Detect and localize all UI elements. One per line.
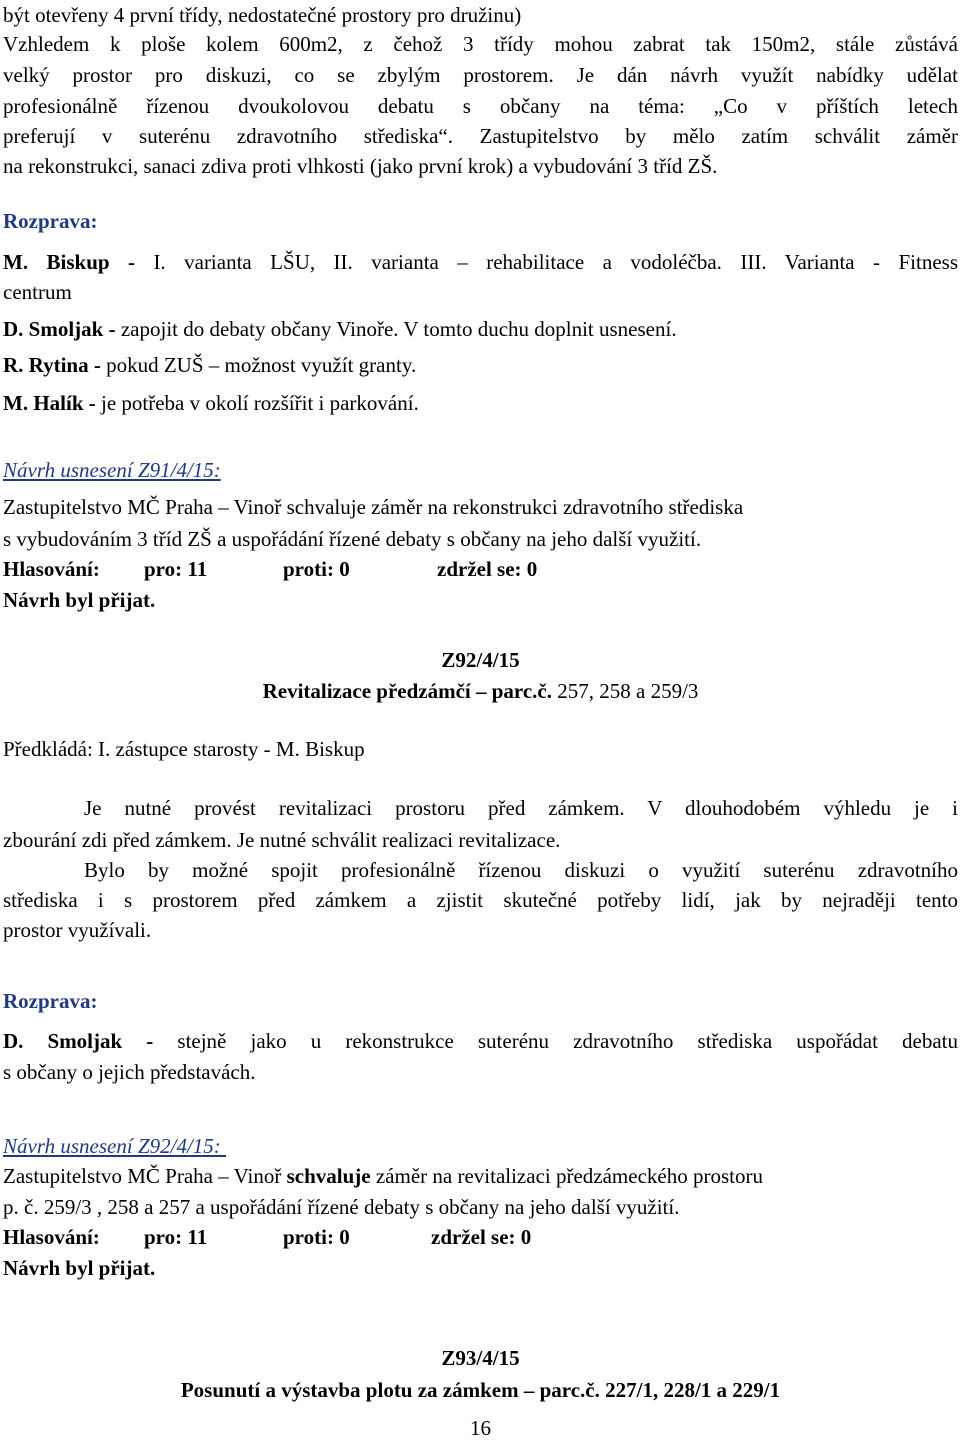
debate-remark-smoljak xyxy=(3,314,677,344)
vote-for: pro: 11 xyxy=(144,1225,208,1249)
resolution-text-line-2: p. č. 259/3 , 258 a 257 a uspořádání řízené debaty s občany na jeho další využití. xyxy=(3,1195,680,1219)
intro-line-4: profesionálně řízenou dvoukolovou debatu s občany na téma: „Co v příštích letech xyxy=(3,94,958,118)
remark-text: je potřeba v okolí rozšířit i parkování. xyxy=(95,391,419,415)
intro-line-5: preferují v suterénu zdravotního střediska“. Zastupitelstvo by mělo zatím schválit záměr xyxy=(3,124,958,148)
vote-line xyxy=(3,1222,532,1252)
debate-heading: Rozprava: xyxy=(3,989,98,1013)
debate-remark-continuation: centrum xyxy=(3,280,72,304)
vote-label: Hlasování: xyxy=(3,1225,100,1249)
intro-line-3: velký prostor pro diskuzi, co se zbylým prostorem. Je dán návrh využít nabídky udělat xyxy=(3,63,958,87)
vote-abstain: zdržel se: 0 xyxy=(431,1225,532,1249)
intro-line-6: na rekonstrukci, sanaci zdiva proti vlhkosti (jako první krok) a vybudování 3 tříd ZŠ. xyxy=(3,154,718,178)
resolution-title: Návrh usnesení Z91/4/15: xyxy=(3,458,221,482)
remark-text: zapojit do debaty občany Vinoře. V tomto duchu doplnit usnesení. xyxy=(115,317,677,341)
paragraph2-line-2: střediska i s prostorem před zámkem a zjistit skutečné potřeby lidí, jak by nejraději tento xyxy=(3,888,958,912)
debate-remark-biskup xyxy=(3,247,958,277)
vote-line xyxy=(3,554,538,584)
presenter-line: Předkládá: I. zástupce starosty - M. Biskup xyxy=(3,737,365,761)
resolution-verb: schvaluje xyxy=(286,1164,371,1188)
intro-line-1: být otevřeny 4 první třídy, nedostatečné prostory pro družinu) xyxy=(3,3,522,27)
speaker-name: D. Smoljak - xyxy=(3,317,116,341)
section-title xyxy=(3,676,958,706)
vote-abstain: zdržel se: 0 xyxy=(437,557,538,581)
page-number: 16 xyxy=(470,1416,491,1440)
paragraph1-line-2: zbourání zdi před zámkem. Je nutné schválit realizaci revitalizace. xyxy=(3,828,561,852)
speaker-name: M. Biskup - xyxy=(3,250,135,274)
remark-text: I. varianta LŠU, II. varianta – rehabilitace a vodoléčba. III. Varianta - Fitness xyxy=(135,250,958,274)
vote-label: Hlasování: xyxy=(3,557,100,581)
remark-text: pokud ZUŠ – možnost využít granty. xyxy=(100,353,417,377)
resolution-text-line-2: s vybudováním 3 tříd ZŠ a uspořádání řízené debaty s občany na jeho další využití. xyxy=(3,527,702,551)
debate-remark-smoljak xyxy=(3,1026,958,1056)
section-title-rest: 257, 258 a 259/3 xyxy=(552,679,699,703)
vote-against: proti: 0 xyxy=(283,557,350,581)
intro-line-2: Vzhledem k ploše kolem 600m2, z čehož 3 třídy mohou zabrat tak 150m2, stále zůstává xyxy=(3,32,958,56)
speaker-name: D. Smoljak - xyxy=(3,1029,154,1053)
section-title: Posunutí a výstavba plotu za zámkem – parc.č. 227/1, 228/1 a 229/1 xyxy=(180,1378,781,1402)
resolution-text-a: Zastupitelstvo MČ Praha – Vinoř xyxy=(3,1164,287,1188)
vote-for: pro: 11 xyxy=(144,557,208,581)
vote-against: proti: 0 xyxy=(283,1225,350,1249)
section-code: Z92/4/15 xyxy=(441,648,520,672)
debate-remark-halik xyxy=(3,388,419,418)
debate-heading: Rozprava: xyxy=(3,209,98,233)
resolution-text-line-1: Zastupitelstvo MČ Praha – Vinoř schvaluje záměr na rekonstrukci zdravotního střediska xyxy=(3,495,744,519)
debate-remark-continuation: s občany o jejich představách. xyxy=(3,1060,256,1084)
section-code: Z93/4/15 xyxy=(441,1346,520,1370)
resolution-text-c: záměr na revitalizaci předzámeckého prostoru xyxy=(370,1164,763,1188)
paragraph1-line-1: Je nutné provést revitalizaci prostoru před zámkem. V dlouhodobém výhledu je i xyxy=(84,796,958,820)
resolution-text-line-1 xyxy=(3,1161,763,1191)
debate-remark-rytina xyxy=(3,350,416,380)
section-title-bold: Revitalizace předzámčí – parc.č. xyxy=(262,679,553,703)
speaker-name: M. Halík - xyxy=(3,391,96,415)
vote-result: Návrh byl přijat. xyxy=(3,588,156,612)
paragraph2-line-1: Bylo by možné spojit profesionálně řízenou diskuzi o využití suterénu zdravotního xyxy=(84,858,958,882)
paragraph2-line-3: prostor využívali. xyxy=(3,918,152,942)
speaker-name: R. Rytina - xyxy=(3,353,101,377)
vote-result: Návrh byl přijat. xyxy=(3,1256,156,1280)
resolution-title: Návrh usnesení Z92/4/15: xyxy=(3,1134,227,1158)
remark-text: stejně jako u rekonstrukce suterénu zdravotního střediska uspořádat debatu xyxy=(153,1029,958,1053)
